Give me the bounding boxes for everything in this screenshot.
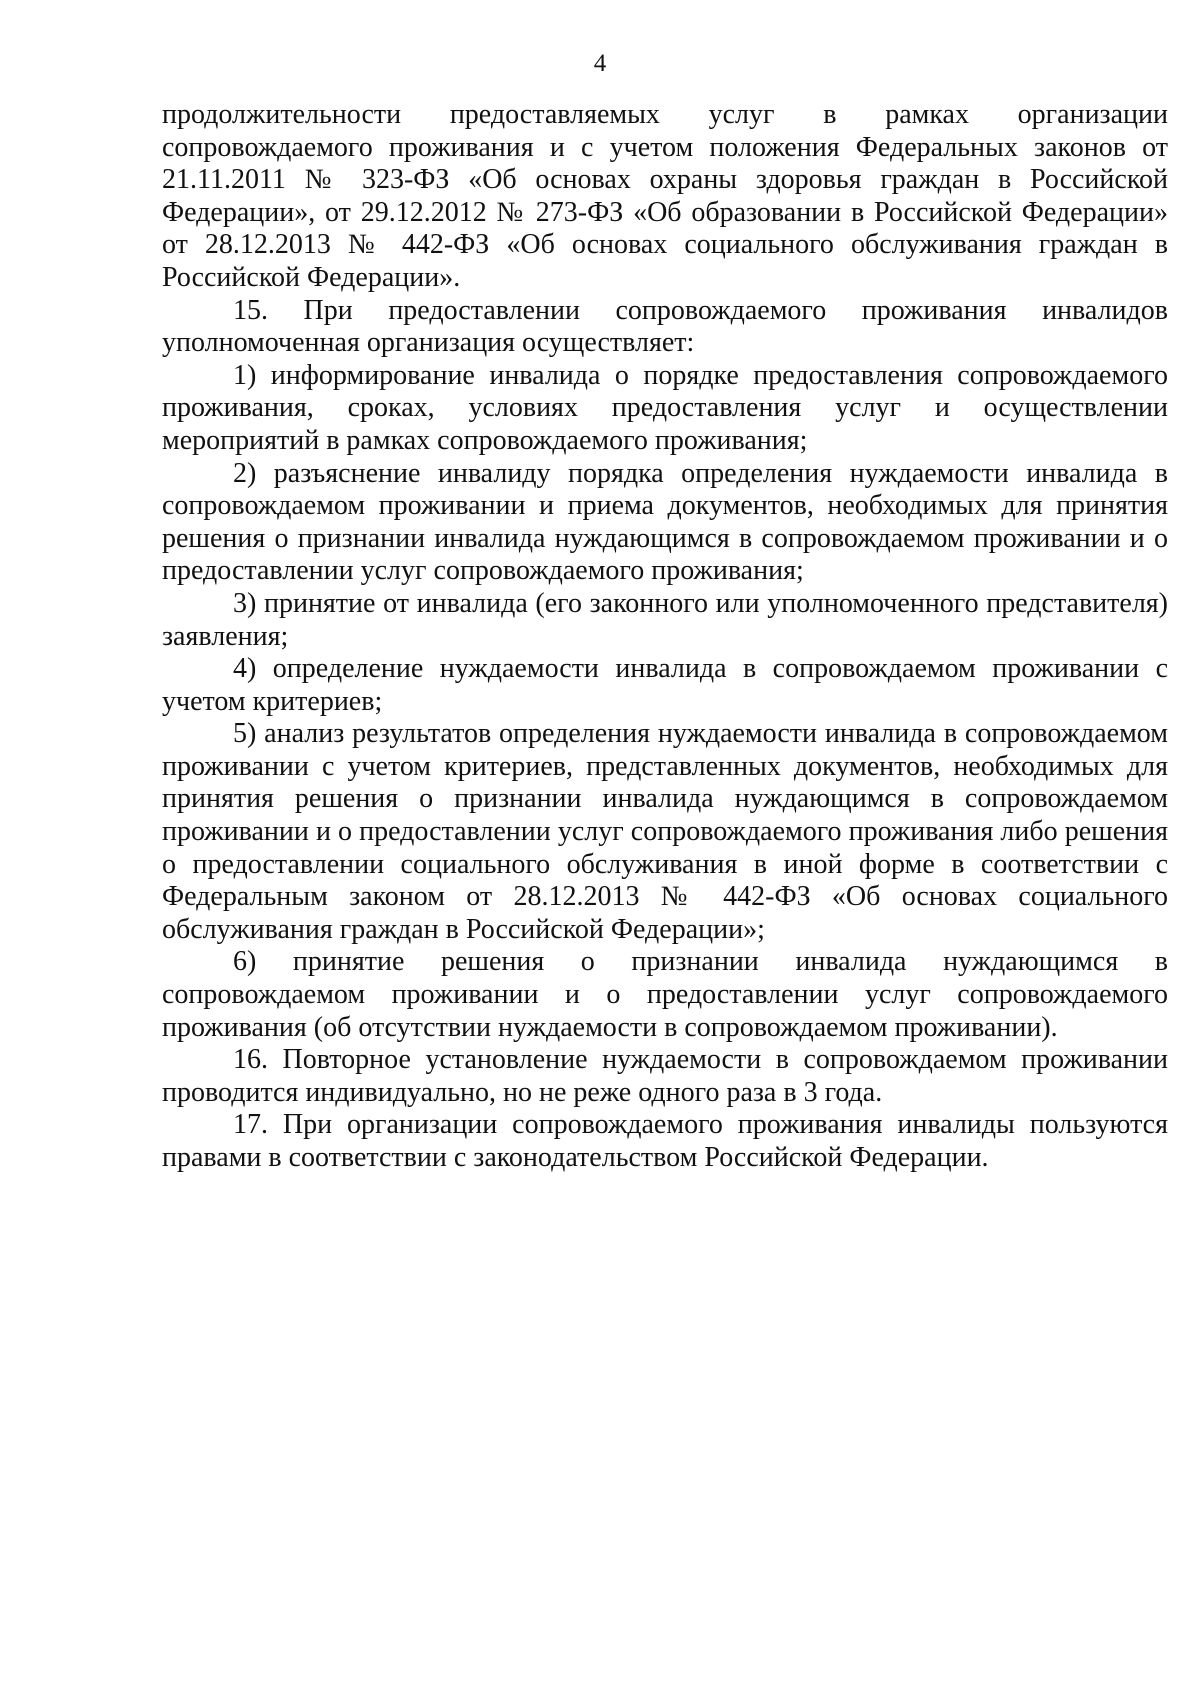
document-body — [162, 99, 1168, 1175]
paragraph-subitem-4: 4) определение нуждаемости инвалида в сопровождаемом проживании с учетом критериев; — [162, 653, 1168, 717]
paragraph-item-17: 17. При организации сопровождаемого проживания инвалиды пользуются правами в соответствии с законодательством Российской Федерации. — [162, 1109, 1168, 1173]
paragraph-item-15: 15. При предоставлении сопровождаемого проживания инвалидов уполномоченная организация осуществляет: — [162, 294, 1168, 359]
paragraph-subitem-6: 6) принятие решения о признании инвалида нуждающимся в сопровождаемом проживании и о предоставлении услуг сопровождаемого проживания (об отсутствии нуждаемости в сопровождаемом проживании). — [162, 946, 1168, 1043]
paragraph-subitem-1: 1) информирование инвалида о порядке предоставления сопровождаемого проживания, сроках, условиях предоставления услуг и осуществлении мероприятий в рамках сопровождаемого проживания; — [162, 359, 1168, 456]
page-number: 4 — [593, 50, 607, 77]
paragraph-subitem-5: 5) анализ результатов определения нуждаемости инвалида в сопровождаемом проживании с учетом критериев, представленных документов, необходимых для принятия решения о признании инвалида нуждающимся в сопровождаемом проживании и о предоставлении услуг сопровождаемого проживания либо решения о предоставлении социального обслуживания в иной форме в соответствии с Федеральным законом от 28.12.2013 № 442-ФЗ «Об основах социального обслуживания граждан в Российской Федерации»; — [162, 718, 1168, 945]
paragraph-continuation: продолжительности предоставляемых услуг в рамках организации сопровождаемого проживания и с учетом положения Федеральных законов от 21.11.2011 № 323-ФЗ «Об основах охраны здоровья граждан в Российской Федерации», от 29.12.2012 № 273-ФЗ «Об образовании в Российской Федерации» от 28.12.2013 № 442-ФЗ «Об основах социального обслуживания граждан в Российской Федерации». — [162, 99, 1168, 293]
paragraph-subitem-3: 3) принятие от инвалида (его законного или уполномоченного представителя) заявления; — [162, 587, 1168, 652]
paragraph-subitem-2: 2) разъяснение инвалиду порядка определения нуждаемости инвалида в сопровождаемом проживании и приема документов, необходимых для принятия решения о признании инвалида нуждающимся в сопровождаемом проживании и о предоставлении услуг сопровождаемого проживания; — [162, 457, 1168, 587]
paragraph-item-16: 16. Повторное установление нуждаемости в сопровождаемом проживании проводится индивидуально, но не реже одного раза в 3 года. — [162, 1044, 1168, 1108]
